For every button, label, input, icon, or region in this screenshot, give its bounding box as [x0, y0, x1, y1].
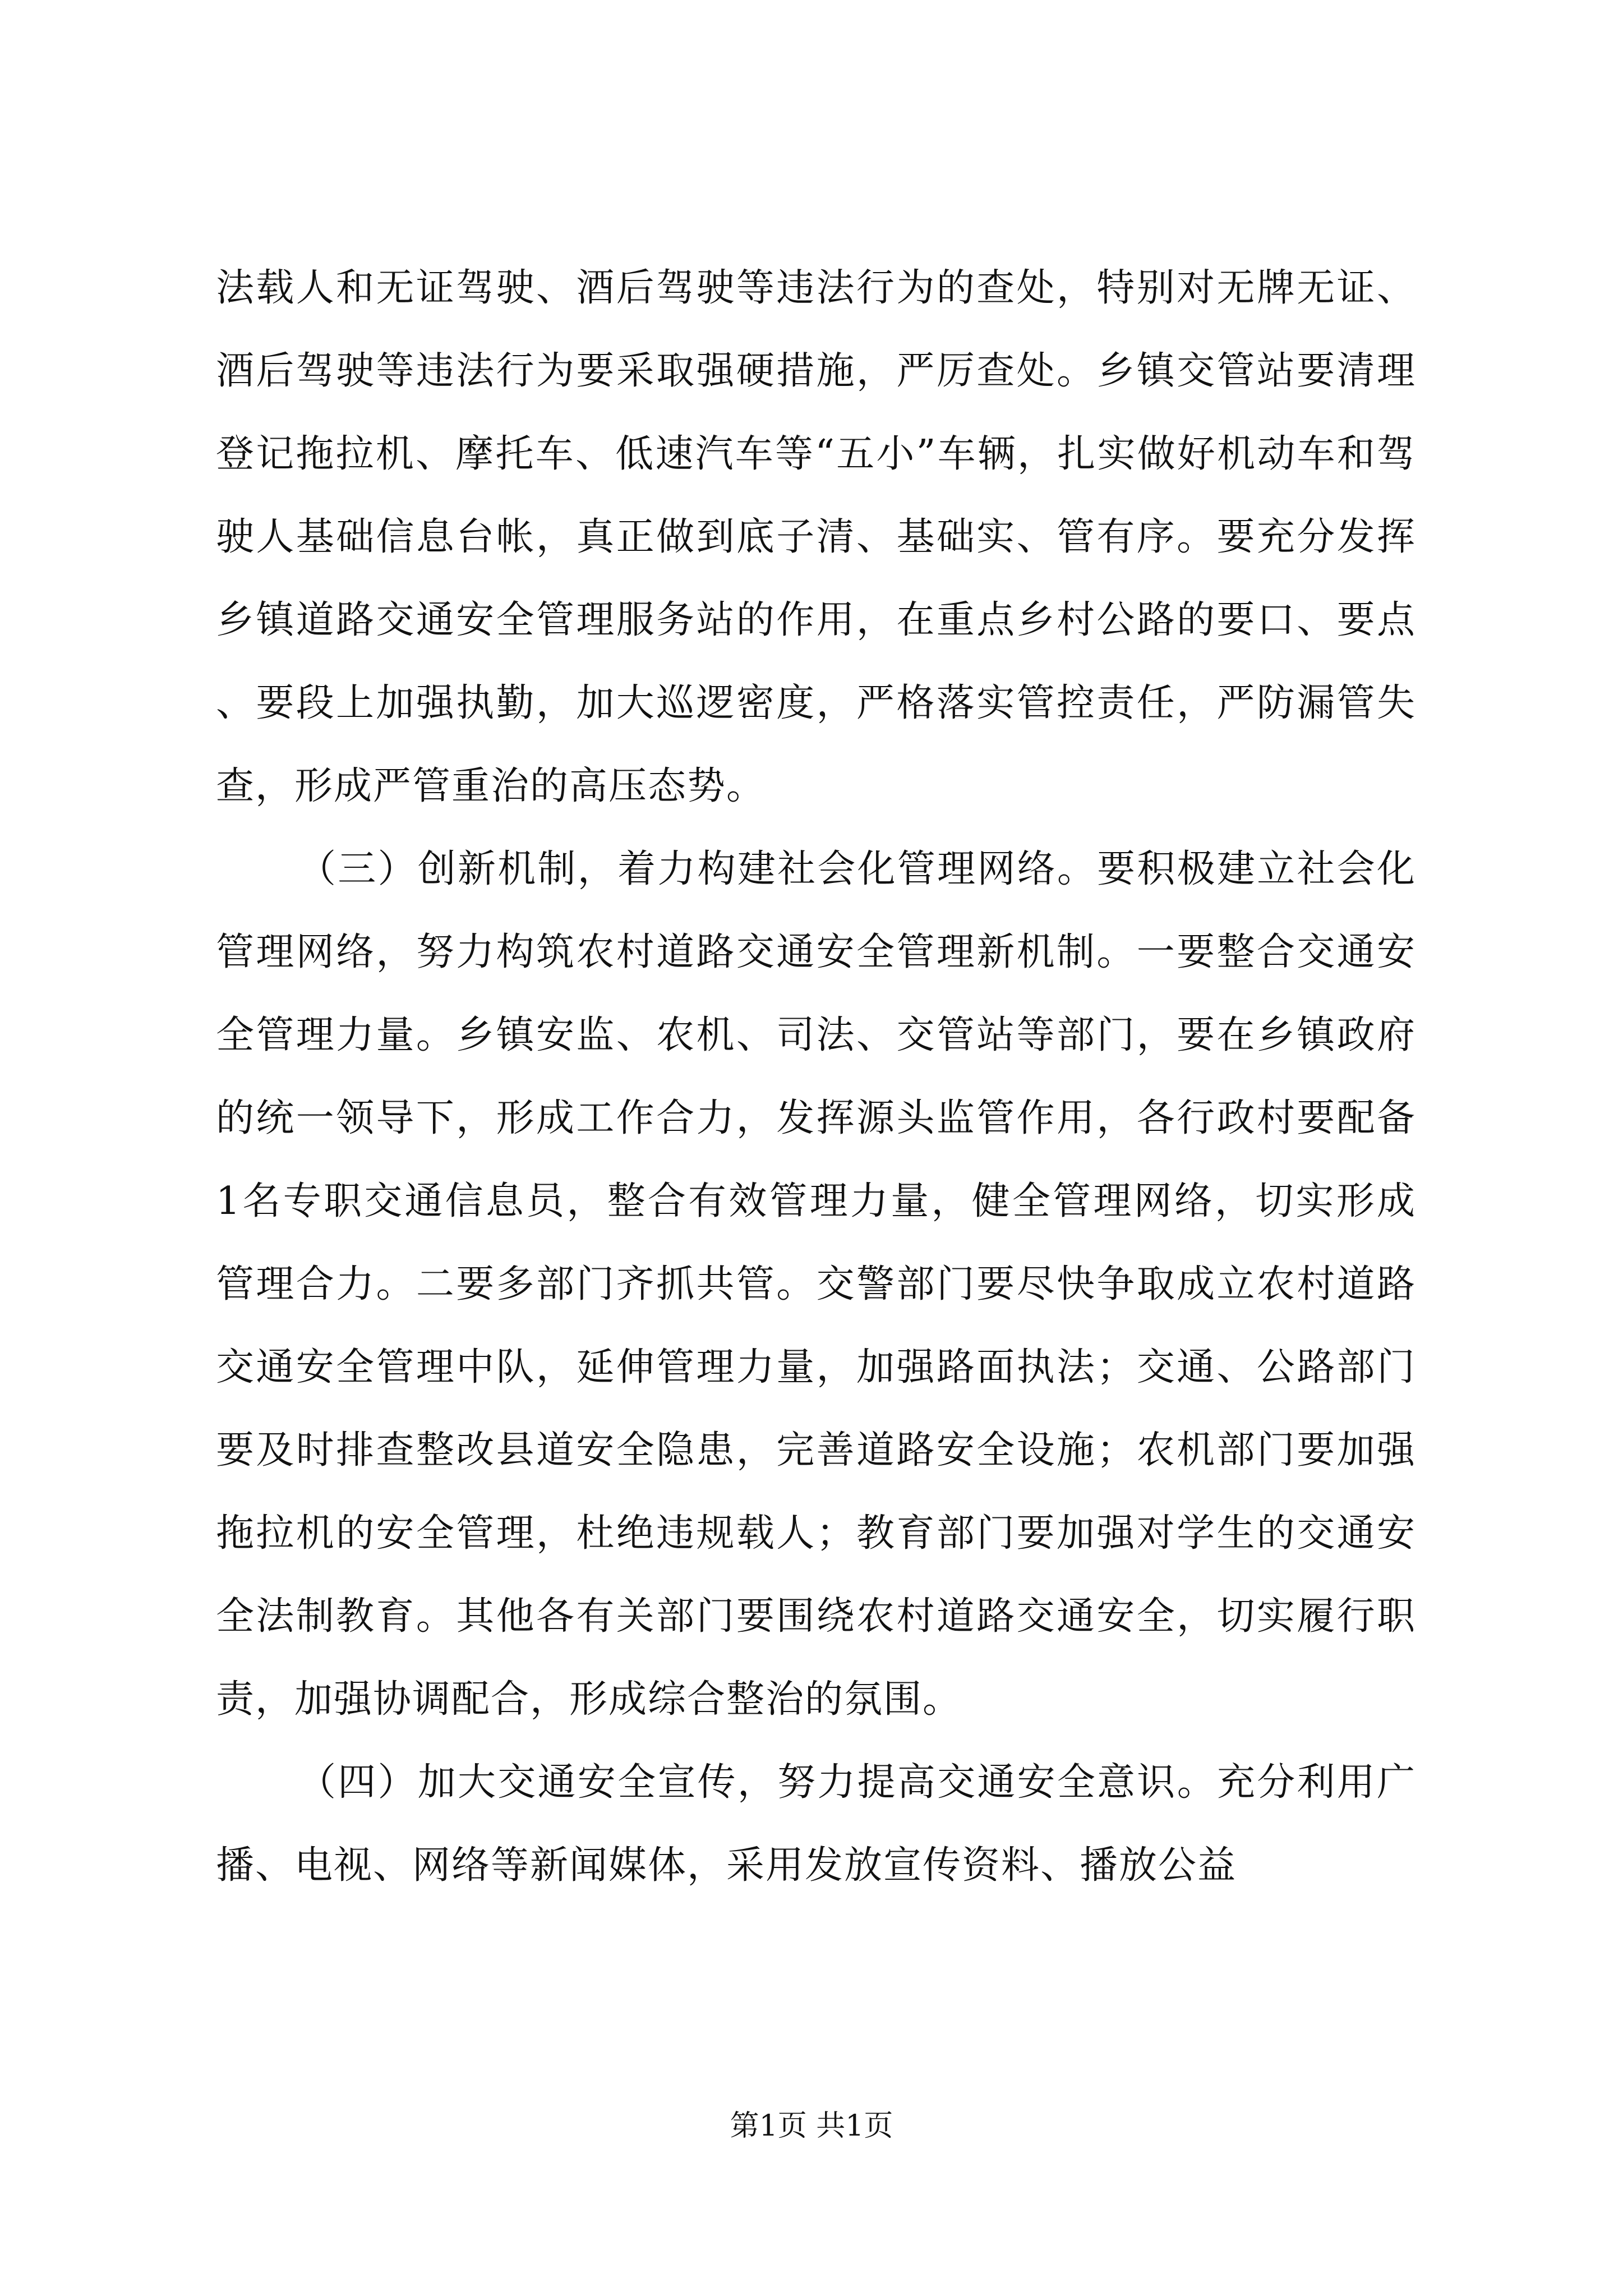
- paragraph-section-3: （三）创新机制，着力构建社会化管理网络。要积极建立社会化管理网络，努力构筑农村道路交通安全管理新机制。一要整合交通安全管理力量。乡镇安监、农机、司法、交管站等部门，要在乡镇政府的统一领导下，形成工作合力，发挥源头监管作用，各行政村要配备1名专职交通信息员，整合有效管理力量，健全管理网络，切实形成管理合力。二要多部门齐抓共管。交警部门要尽快争取成立农村道路交通安全管理中队，延伸管理力量，加强路面执法；交通、公路部门要及时排查整改县道安全隐患，完善道路安全设施；农机部门要加强拖拉机的安全管理，杜绝违规载人；教育部门要加强对学生的交通安全法制教育。其他各有关部门要围绕农村道路交通安全，切实履行职责，加强协调配合，形成综合整治的氛围。: [216, 847, 1416, 1722]
- page-footer: 第1页 共1页: [730, 2109, 893, 2143]
- document-body: [216, 247, 1416, 1907]
- paragraph-section-4: （四）加大交通安全宣传，努力提高交通安全意识。充分利用广播、电视、网络等新闻媒体，采用发放宣传资料、播放公益: [216, 1760, 1416, 1888]
- paragraph-continuation: 法载人和无证驾驶、酒后驾驶等违法行为的查处，特别对无牌无证、酒后驾驶等违法行为要采取强硬措施，严厉查处。乡镇交管站要清理登记拖拉机、摩托车、低速汽车等“五小”车辆，扎实做好机动车和驾驶人基础信息台帐，真正做到底子清、基础实、管有序。要充分发挥乡镇道路交通安全管理服务站的作用，在重点乡村公路的要口、要点、要段上加强执勤，加大巡逻密度，严格落实管控责任，严防漏管失查，形成严管重治的高压态势。: [216, 266, 1416, 808]
